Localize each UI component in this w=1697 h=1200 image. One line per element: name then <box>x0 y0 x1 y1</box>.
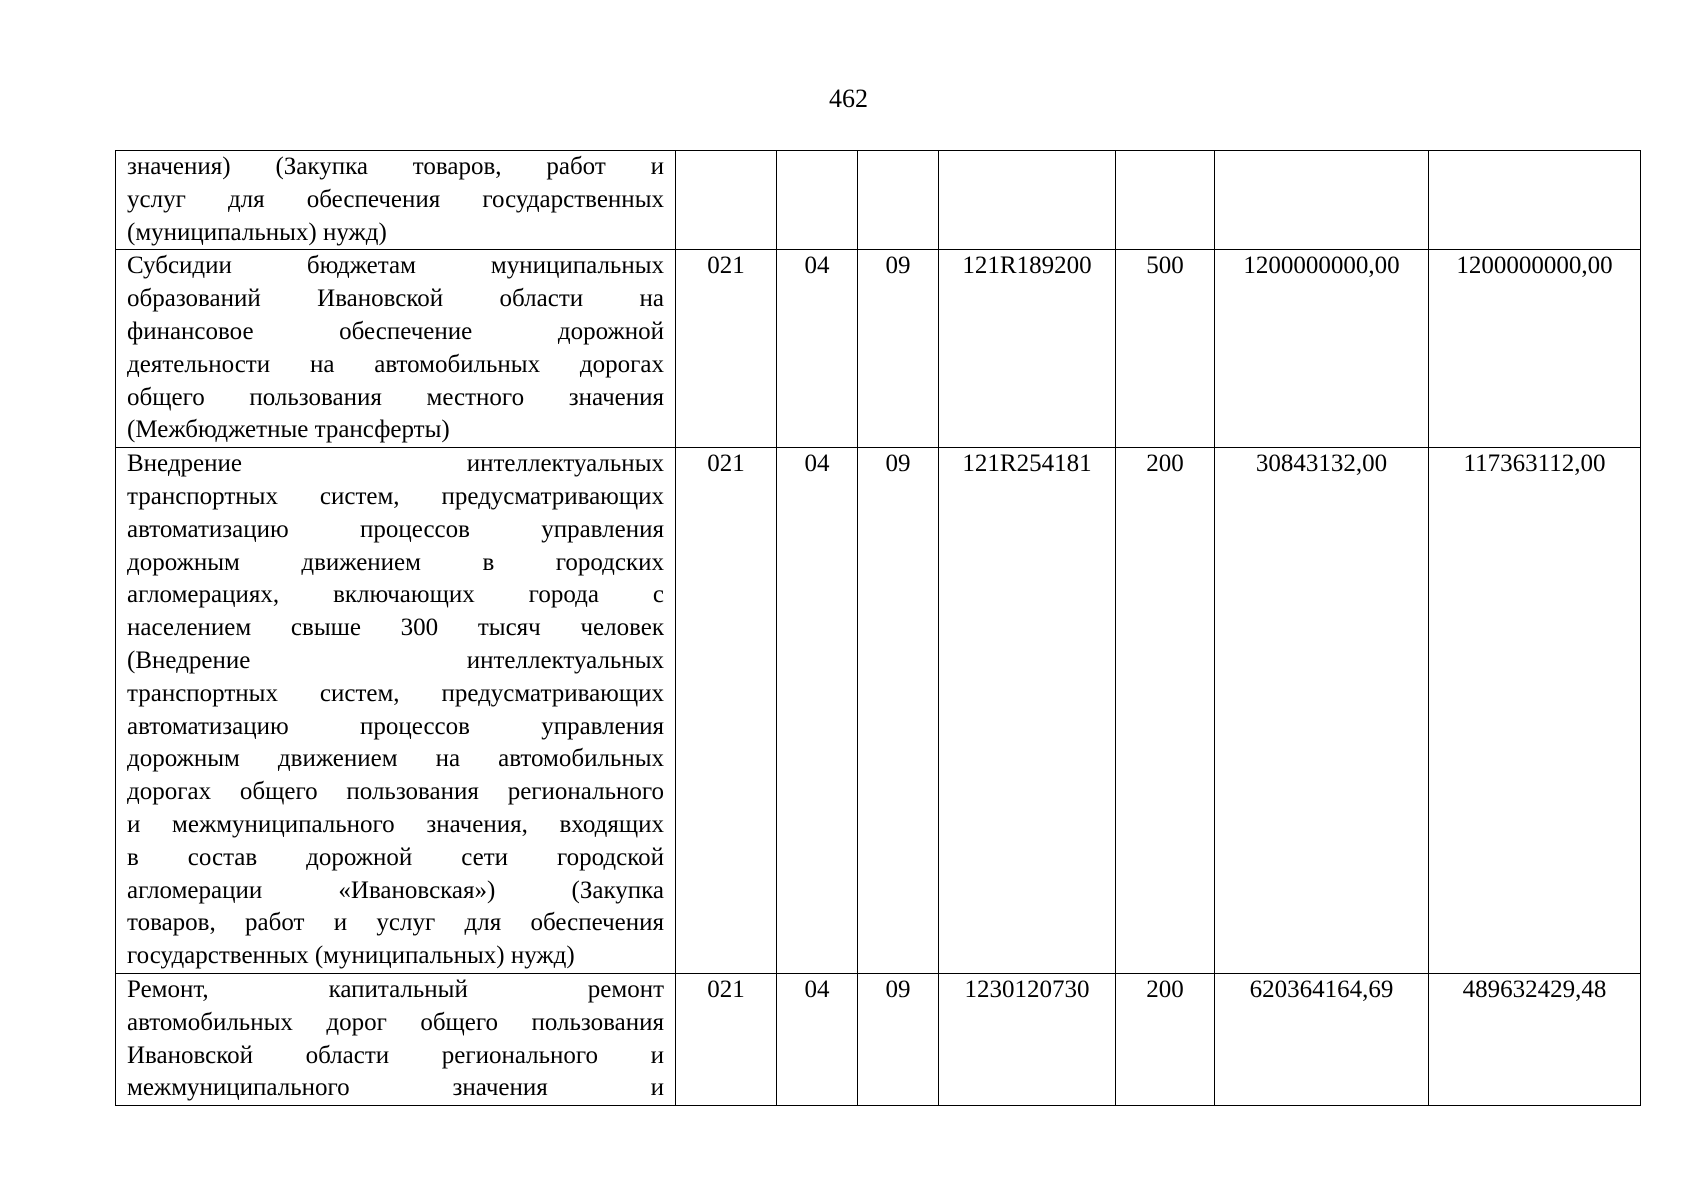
sum-year2-cell: 489632429,48 <box>1429 973 1641 1105</box>
expense-type-cell <box>1116 151 1215 250</box>
page-number: 462 <box>829 84 868 113</box>
description-line: и межмуниципального значения, входящих <box>127 810 664 838</box>
description-line: Внедрение интеллектуальных <box>127 450 664 478</box>
description-line: в состав дорожной сети городской <box>127 843 664 871</box>
description-line: населением свыше 300 тысяч человек <box>127 614 664 642</box>
description-line: Субсидии бюджетам муниципальных <box>127 252 664 280</box>
subsection-cell: 09 <box>858 250 939 448</box>
target-code-cell: 1230120730 <box>939 973 1116 1105</box>
description-line: государственных (муниципальных) нужд) <box>127 942 575 970</box>
subsection-cell <box>858 151 939 250</box>
admin-code-cell: 021 <box>676 973 777 1105</box>
description-line: автоматизацию процессов управления <box>127 515 664 543</box>
sum-year1-cell: 620364164,69 <box>1215 973 1429 1105</box>
description-line: автоматизацию процессов управления <box>127 712 664 740</box>
description-line: межмуниципального значения и <box>127 1074 664 1102</box>
admin-code-cell: 021 <box>676 448 777 974</box>
description-line: агломерации «Ивановская») (Закупка <box>127 876 664 904</box>
description-line: финансовое обеспечение дорожной <box>127 317 664 345</box>
description-line: транспортных систем, предусматривающих <box>127 679 664 707</box>
row-description <box>116 250 676 448</box>
description-line: образований Ивановской области на <box>127 285 664 313</box>
expense-type-cell: 500 <box>1116 250 1215 448</box>
sum-year2-cell: 117363112,00 <box>1429 448 1641 974</box>
description-line: (муниципальных) нужд) <box>127 218 387 246</box>
target-code-cell: 121R189200 <box>939 250 1116 448</box>
expense-type-cell: 200 <box>1116 448 1215 974</box>
description-line: Ивановской области регионального и <box>127 1041 664 1069</box>
sum-year1-cell: 30843132,00 <box>1215 448 1429 974</box>
section-cell: 04 <box>777 250 858 448</box>
description-line: дорожным движением на автомобильных <box>127 745 664 773</box>
expense-type-cell: 200 <box>1116 973 1215 1105</box>
section-cell: 04 <box>777 973 858 1105</box>
description-line: (Внедрение интеллектуальных <box>127 646 664 674</box>
table-row <box>116 250 1641 448</box>
description-line: деятельности на автомобильных дорогах <box>127 350 664 378</box>
subsection-cell: 09 <box>858 973 939 1105</box>
sum-year2-cell: 1200000000,00 <box>1429 250 1641 448</box>
description-line: значения) (Закупка товаров, работ и <box>127 153 664 180</box>
section-cell <box>777 151 858 250</box>
admin-code-cell <box>676 151 777 250</box>
description-line: (Межбюджетные трансферты) <box>127 416 450 444</box>
table-row <box>116 973 1641 1105</box>
description-line: общего пользования местного значения <box>127 383 664 411</box>
description-line: услуг для обеспечения государственных <box>127 185 664 213</box>
row-description <box>116 973 676 1105</box>
table-row <box>116 448 1641 974</box>
sum-year1-cell: 1200000000,00 <box>1215 250 1429 448</box>
row-description <box>116 448 676 974</box>
sum-year1-cell <box>1215 151 1429 250</box>
description-line: автомобильных дорог общего пользования <box>127 1008 664 1036</box>
description-line: товаров, работ и услуг для обеспечения <box>127 909 664 937</box>
admin-code-cell: 021 <box>676 250 777 448</box>
target-code-cell <box>939 151 1116 250</box>
description-line: агломерациях, включающих города с <box>127 581 664 609</box>
target-code-cell: 121R254181 <box>939 448 1116 974</box>
description-line: дорогах общего пользования регионального <box>127 778 664 806</box>
description-line: транспортных систем, предусматривающих <box>127 482 664 510</box>
budget-table <box>115 150 1641 1106</box>
sum-year2-cell <box>1429 151 1641 250</box>
row-description <box>116 151 676 250</box>
subsection-cell: 09 <box>858 448 939 974</box>
section-cell: 04 <box>777 448 858 974</box>
description-line: Ремонт, капитальный ремонт <box>127 975 664 1003</box>
description-line: дорожным движением в городских <box>127 548 664 576</box>
table-row <box>116 151 1641 250</box>
